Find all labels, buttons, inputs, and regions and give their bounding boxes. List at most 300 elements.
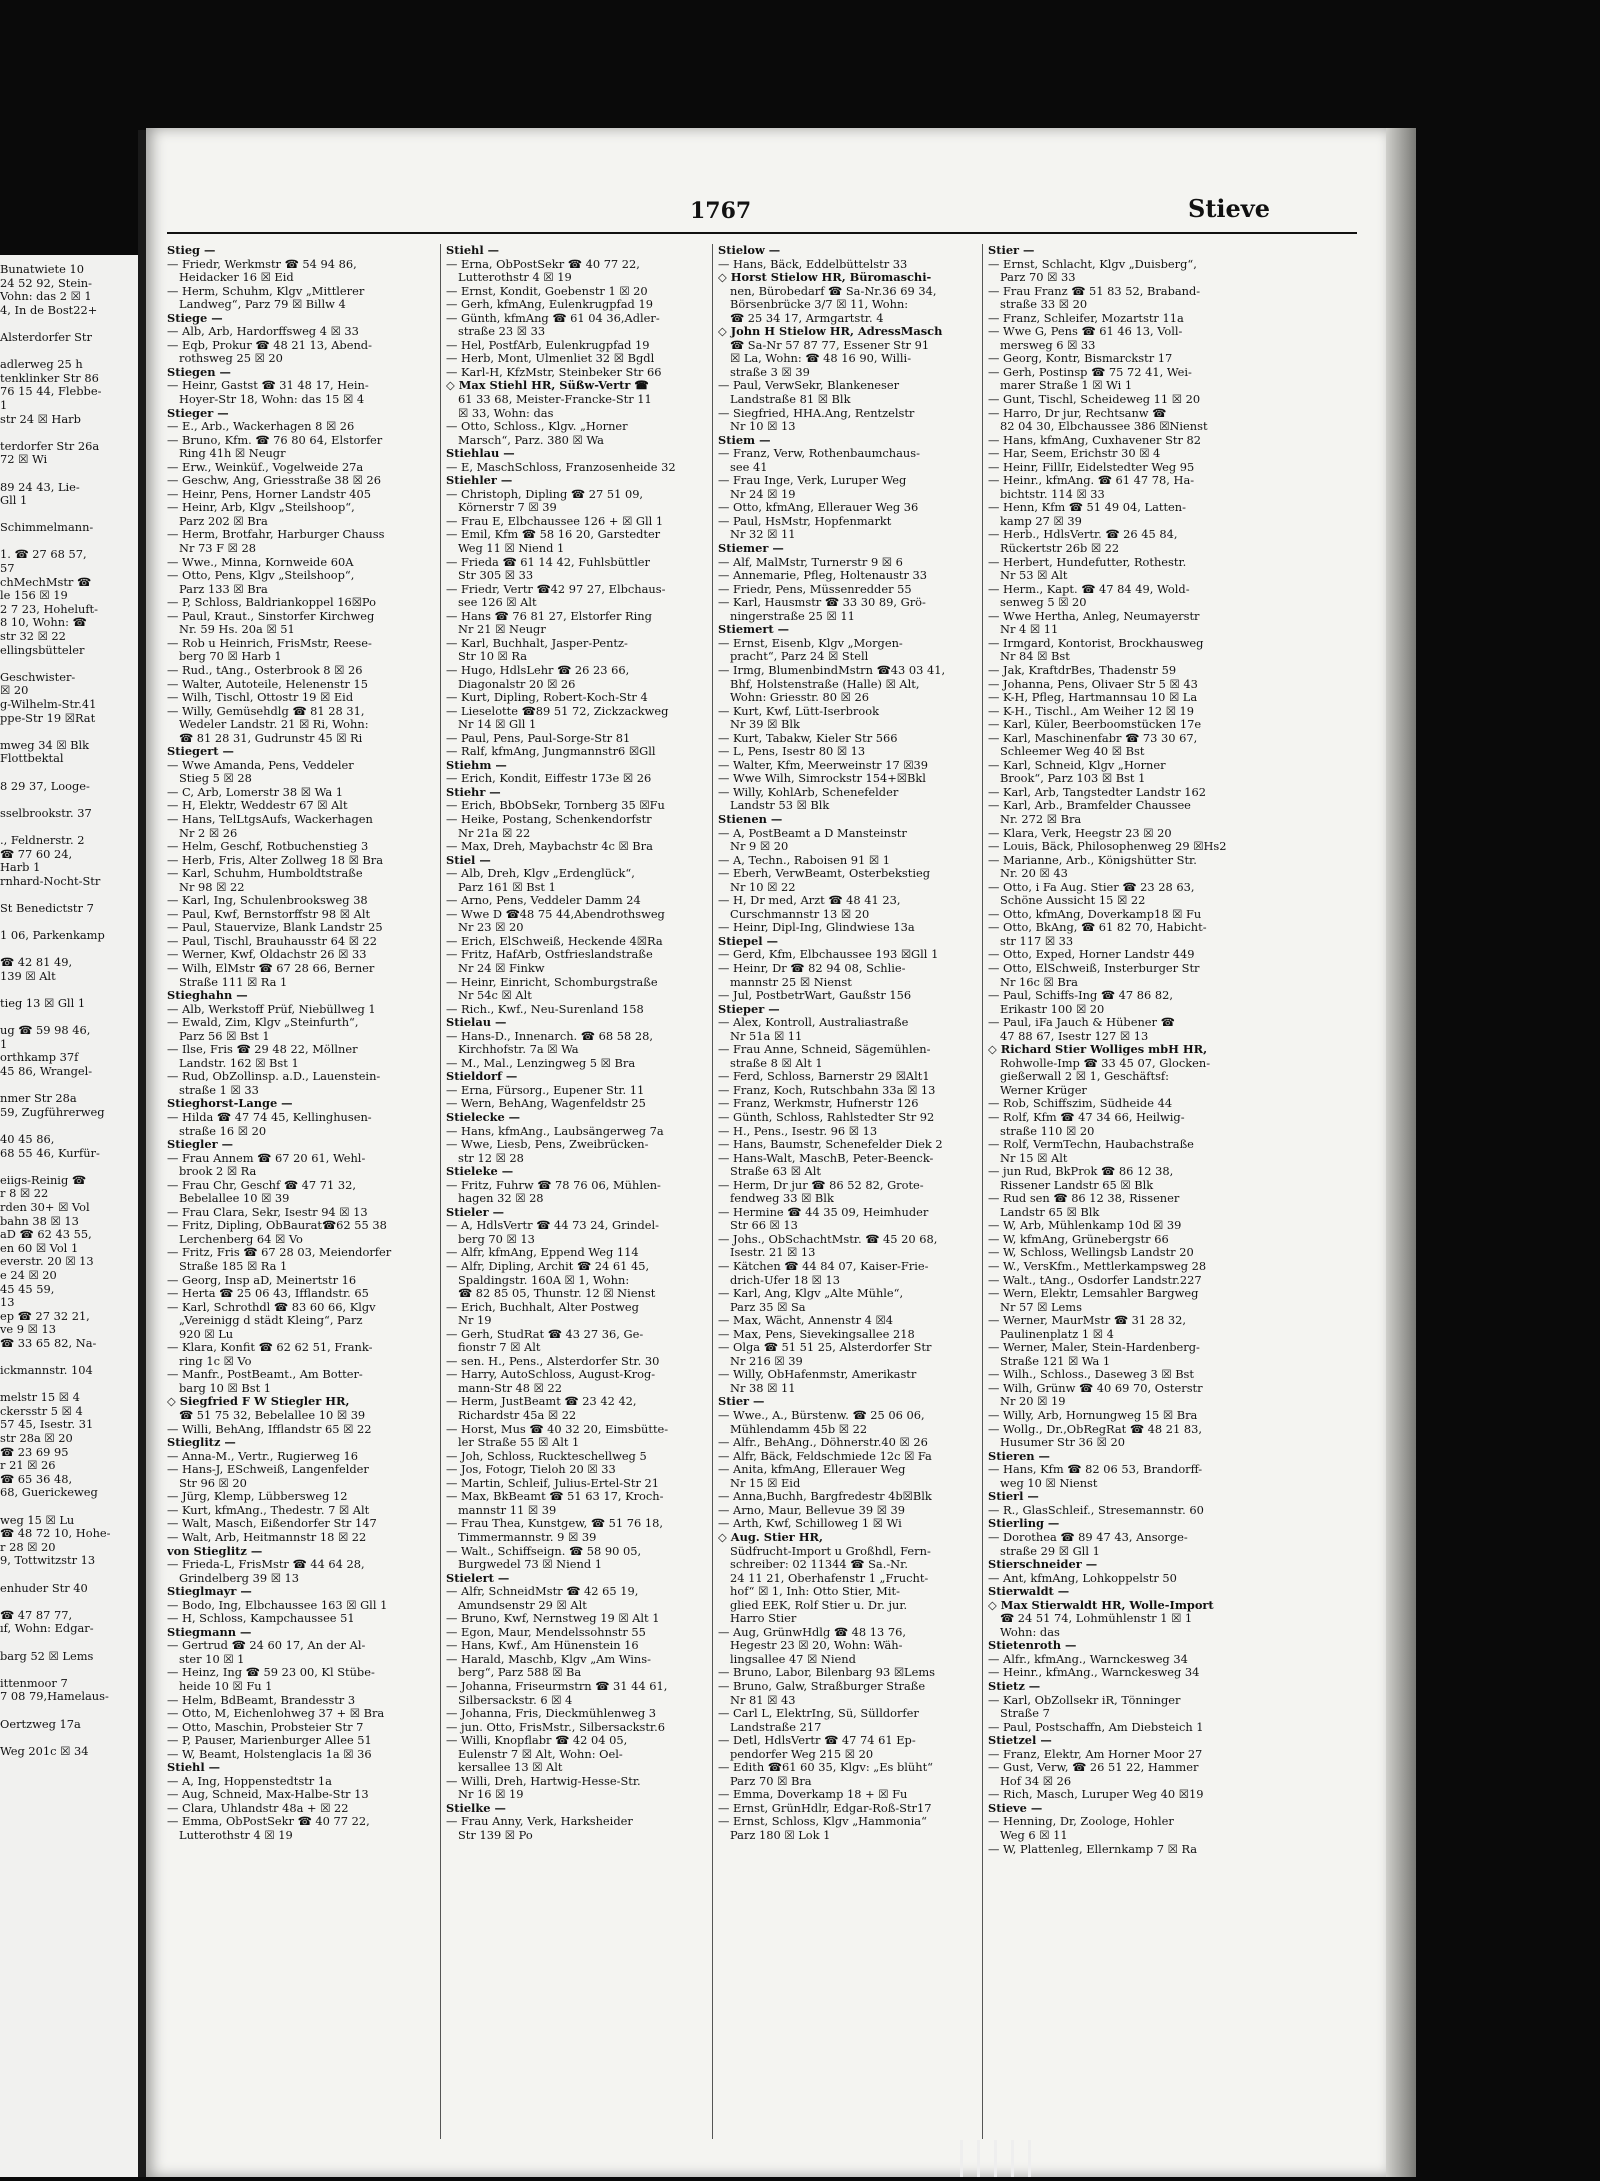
directory-entry: ◇ Richard Stier Wolliges mbH HR, [988,1043,1208,1057]
entry-continuation: Nr 98 ☒ 22 [179,880,245,894]
left-page-line: 1 06, Parkenkamp [0,929,105,943]
directory-entry: — Fritz, Fuhrw ☎ 78 76 06, Mühlen- [446,1178,661,1192]
entry-continuation: Nr 84 ☒ Bst [1000,650,1070,664]
surname-heading: Stierwaldt — [988,1585,1070,1599]
directory-entry: — H, Schloss, Kampchaussee 51 [167,1612,355,1626]
directory-entry: — Christoph, Dipling ☎ 27 51 09, [446,487,644,501]
left-page-line: le 156 ☒ 19 [0,589,68,603]
entry-continuation: Nr 16 ☒ 19 [458,1788,524,1802]
directory-entry: — Gunt, Tischl, Scheideweg 11 ☒ 20 [988,393,1201,407]
surname-heading: Stiehm — [446,758,507,772]
left-page-line: 89 24 43, Lie- [0,480,80,494]
entry-continuation: gießerwall 2 ☒ 1, Geschäftsf: [1000,1070,1169,1084]
directory-entry: — jun Rud, BkProk ☎ 86 12 38, [988,1165,1174,1179]
directory-entry: — Herb, Mont, Ulmenliet 32 ☒ Bgdl [446,352,655,366]
entry-continuation: berg 70 ☒ Harb 1 [179,650,282,664]
directory-entry: — Wilh, Tischl, Ottostr 19 ☒ Eid [167,691,354,705]
directory-entry: — Gerh, Postinsp ☎ 75 72 41, Wei- [988,365,1192,379]
left-page-line: orthkamp 37f [0,1051,79,1065]
directory-entry: — Frau E, Elbchaussee 126 + ☒ Gll 1 [446,514,664,528]
entry-continuation: Silbersackstr. 6 ☒ 4 [458,1693,573,1707]
directory-entry: ◇ Max Stierwaldt HR, Wolle-Import [988,1598,1214,1612]
directory-entry: — A, Techn., Raboisen 91 ☒ 1 [718,853,891,867]
directory-entry: — Kätchen ☎ 44 84 07, Kaiser-Frie- [718,1260,929,1274]
left-page-line: 68, Guerickeweg [0,1486,98,1500]
left-page-line [0,943,138,957]
entry-continuation: Körnerstr 7 ☒ 39 [458,501,557,515]
entry-continuation: straße 33 ☒ 20 [1000,298,1088,312]
directory-entry: — Willi, BehAng, Ifflandstr 65 ☒ 22 [167,1422,372,1436]
directory-entry: — Clara, Uhlandstr 48a + ☒ 22 [167,1801,349,1815]
entry-continuation: Hof 34 ☒ 26 [1000,1774,1072,1788]
entry-continuation: Str 96 ☒ 20 [179,1476,247,1490]
directory-entry: — Willi, Dreh, Hartwig-Hesse-Str. [446,1774,641,1788]
entry-continuation: ☒ La, Wohn: ☎ 48 16 90, Willi- [730,352,912,366]
entry-continuation: Parz 56 ☒ Bst 1 [179,1029,270,1043]
left-page-line [0,1595,138,1609]
entry-continuation: ☎ 25 34 17, Armgartstr. 4 [730,311,884,325]
directory-entry: — Herm, Schuhm, Klgv „Mittlerer [167,284,365,298]
entry-continuation: Erikastr 100 ☒ 20 [1000,1002,1105,1016]
surname-heading: Stiemert — [718,623,789,637]
left-page-line [0,345,138,359]
entry-continuation: Nr 38 ☒ 11 [730,1381,796,1395]
left-page-line: ☎ 48 72 10, Hohe- [0,1527,111,1541]
directory-entry: — Ralf, kfmAng, Jungmannstr6 ☒Gll [446,745,656,759]
entry-continuation: Ring 41h ☒ Neugr [179,447,286,461]
directory-entry: — W., VersKfm., Mettlerkampsweg 28 [988,1260,1207,1274]
left-page-line: tenklinker Str 86 [0,371,99,385]
directory-entry: — Franz, Schleifer, Mozartstr 11a [988,311,1184,325]
directory-entry: — Hans ☎ 76 81 27, Elstorfer Ring [446,609,652,623]
entry-continuation: see 41 [730,460,768,474]
directory-entry: — Alfr, kfmAng, Eppend Weg 114 [446,1246,639,1260]
directory-entry: — P, Schloss, Baldriankoppel 16☒Po [167,596,376,610]
entry-continuation: Weg 6 ☒ 11 [1000,1828,1068,1842]
entry-continuation: Nr 15 ☒ Alt [1000,1151,1068,1165]
left-page-line: ckersstr 5 ☒ 4 [0,1404,83,1418]
surname-heading: Stiel — [446,853,491,867]
directory-entry: — Otto, ElSchweiß, Insterburger Str [988,961,1200,975]
left-page-line: ., Feldnerstr. 2 [0,833,85,847]
directory-entry: — Dorothea ☎ 89 47 43, Ansorge- [988,1530,1188,1544]
entry-continuation: Parz 161 ☒ Bst 1 [458,880,556,894]
directory-entry: — Alex, Kontroll, Australiastraße [718,1016,909,1030]
surname-heading: Stielke — [446,1801,506,1815]
directory-entry: — Friedr, Pens, Müssenredder 55 [718,582,912,596]
directory-entry: — Erich, Kondit, Eiffestr 173e ☒ 26 [446,772,652,786]
left-page-line: r 8 ☒ 22 [0,1187,49,1201]
directory-entry: — Wwe D ☎48 75 44,Abendrothsweg [446,907,665,921]
entry-continuation: Nr 14 ☒ Gll 1 [458,718,537,732]
left-page-line: ☎ 42 81 49, [0,956,73,970]
entry-continuation: Nr 39 ☒ Blk [730,718,800,732]
directory-entry: — Olga ☎ 51 51 25, Alsterdorfer Str [718,1341,932,1355]
left-page-line: 9, Tottwitzstr 13 [0,1554,96,1568]
directory-entry: — Friedr, Werkmstr ☎ 54 94 86, [167,257,357,271]
directory-entry: — Alb, Arb, Hardorffsweg 4 ☒ 33 [167,325,359,339]
directory-entry: — Frau Anny, Verk, Harksheider [446,1815,633,1829]
entry-continuation: brook 2 ☒ Ra [179,1165,257,1179]
left-page-line: r 21 ☒ 26 [0,1459,56,1473]
directory-entry: — Alb, Werkstoff Prüf, Niebüllweg 1 [167,1002,376,1016]
directory-entry: — Hel, PostfArb, Eulenkrugpfad 19 [446,338,650,352]
surname-heading: Stier — [718,1395,765,1409]
left-page-line: chMechMstr ☎ [0,575,92,589]
left-page-line: 57 45, Isestr. 31 [0,1418,94,1432]
surname-heading: Stiege — [167,311,223,325]
left-page-line: 8 10, Wohn: ☎ [0,616,87,630]
left-page-line [0,657,138,671]
entry-continuation: pracht“, Parz 24 ☒ Stell [730,650,869,664]
directory-entry: — Karl, Hausmstr ☎ 33 30 89, Grö- [718,596,926,610]
left-page-line: Alsterdorfer Str [0,330,92,344]
entry-continuation: Nr 81 ☒ 43 [730,1693,796,1707]
entry-continuation: Landstraße 217 [730,1720,822,1734]
directory-entry: — Egon, Maur, Mendelssohnstr 55 [446,1625,646,1639]
directory-entry: — Heike, Postang, Schenkendorfstr [446,812,652,826]
directory-entry: — Ernst, Eisenb, Klgv „Morgen- [718,636,903,650]
left-page-line [0,426,138,440]
surname-heading: Stieren — [988,1449,1050,1463]
left-page-fragment [0,255,138,2177]
surname-heading: Stiemer — [718,542,784,556]
directory-entry: — Wern, BehAng, Wagenfeldstr 25 [446,1097,646,1111]
entry-continuation: Str 305 ☒ 33 [458,569,534,583]
left-page-line: nmer Str 28a [0,1092,77,1106]
directory-entry: — Manfr., PostBeamt., Am Botter- [167,1368,363,1382]
left-page-line: ug ☎ 59 98 46, [0,1024,91,1038]
directory-entry: — jun. Otto, FrisMstr., Silbersackstr.6 [446,1720,665,1734]
left-page-line: ppe-Str 19 ☒Rat [0,711,96,725]
entry-continuation: Nr 24 ☒ Finkw [458,961,545,975]
entry-continuation: Schöne Aussicht 15 ☒ 22 [1000,894,1146,908]
left-page-line: ellingsbütteler [0,643,85,657]
directory-entry: — Irmgard, Kontorist, Brockhausweg [988,636,1204,650]
directory-entry: — W, Plattenleg, Ellernkamp 7 ☒ Ra [988,1842,1198,1856]
directory-entry: — Johanna, Friseurmstrn ☎ 31 44 61, [446,1679,668,1693]
entry-continuation: Straße 7 [1000,1707,1050,1721]
entry-continuation: Wohn: das [1000,1625,1060,1639]
column-divider [440,244,441,2139]
entry-continuation: Straße 111 ☒ Ra 1 [179,975,288,989]
left-page-line [0,1663,138,1677]
left-page-line: ☎ 47 87 77, [0,1608,73,1622]
entry-continuation: straße 23 ☒ 33 [458,325,546,339]
directory-entry: — Ilse, Fris ☎ 29 48 22, Möllner [167,1043,358,1057]
directory-entry: — Franz, Verw, Rothenbaumchaus- [718,447,920,461]
directory-entry: — Karl, Maschinenfabr ☎ 73 30 67, [988,731,1198,745]
directory-entry: — Willy, Gemüsehdlg ☎ 81 28 31, [167,704,365,718]
entry-continuation: Nr 53 ☒ Alt [1000,569,1068,583]
left-page-line: g-Wilhelm-Str.41 [0,698,97,711]
directory-entry: — Hans, kfmAng., Laubsängerweg 7a [446,1124,664,1138]
left-page-line [0,317,138,331]
directory-entry: — Willi, Knopflabr ☎ 42 04 05, [446,1734,628,1748]
left-page-line: 76 15 44, Flebbe- [0,385,102,399]
directory-entry: — Heinr, Dipl-Ing, Glindwiese 13a [718,921,915,935]
directory-entry: — Carl L, ElektrIng, Sü, Sülldorfer [718,1707,919,1721]
directory-entry: — Erw., Weinküf., Vogelweide 27a [167,460,364,474]
surname-heading: Stielecke — [446,1111,521,1124]
directory-entry: — Henning, Dr, Zoologe, Hohler [988,1815,1174,1829]
entry-continuation: Nr 73 F ☒ 28 [179,542,256,556]
directory-entry: — Arno, Pens, Veddeler Damm 24 [446,894,641,908]
entry-continuation: weg 10 ☒ Nienst [1000,1476,1098,1490]
directory-entry: — C, Arb, Lomerstr 38 ☒ Wa 1 [167,785,343,799]
directory-entry: — Harald, Maschb, Klgv „Am Wins- [446,1652,651,1666]
left-page-line: Oertzweg 17a [0,1717,81,1731]
left-page-line: eiigs-Reinig ☎ [0,1173,87,1187]
directory-entry: — Otto, M, Eichenlohweg 37 + ☒ Bra [167,1707,385,1721]
entry-continuation: Nr 54c ☒ Alt [458,989,532,1003]
directory-entry: — Heinr, FillIr, Eidelstedter Weg 95 [988,460,1195,474]
directory-entry: — Rud, ObZollinsp. a.D., Lauenstein- [167,1070,381,1084]
directory-entry: — Hans-J, ESchweiß, Langenfelder [167,1463,369,1477]
entry-continuation: Diagonalstr 20 ☒ 26 [458,677,576,691]
surname-heading: Stieldorf — [446,1070,518,1084]
directory-entry: — Frau Clara, Sekr, Isestr 94 ☒ 13 [167,1205,368,1219]
directory-entry: — Harry, AutoSchloss, August-Krog- [446,1368,656,1382]
directory-entry: — Heinz, Ing ☎ 59 23 00, Kl Stübe- [167,1666,375,1680]
directory-entry: — H., Pens., Isestr. 96 ☒ 13 [718,1124,878,1138]
directory-entry: — Jos, Fotogr, Tieloh 20 ☒ 33 [446,1463,616,1477]
entry-continuation: straße 8 ☒ Alt 1 [730,1056,823,1070]
directory-entry: — Eberh, VerwBeamt, Osterbekstieg [718,867,930,881]
directory-entry: — Fritz, HafArb, Ostfrieslandstraße [446,948,653,962]
directory-entry: — Karl, ObZollsekr iR, Tönninger [988,1693,1181,1707]
directory-entry: — Heinr, Arb, Klgv „Steilshoop“, [167,501,355,515]
directory-entry: — Werner, MaurMstr ☎ 31 28 32, [988,1314,1187,1328]
directory-entry: — Kurt, kfmAng., Thedestr. 7 ☒ Alt [167,1503,370,1517]
directory-entry: — Hans, Baumstr, Schenefelder Diek 2 [718,1138,943,1152]
directory-entry: — Karl, Buchhalt, Jasper-Pentz- [446,636,628,650]
directory-entry: — Detl, HdlsVertr ☎ 47 74 61 Ep- [718,1734,916,1748]
left-page-line [0,467,138,481]
surname-heading: Stieger — [167,406,229,420]
left-page-line: 2 7 23, Hoheluft- [0,602,98,616]
directory-entry: — Paul, Postschaffn, Am Diebsteich 1 [988,1720,1204,1734]
surname-heading: Stietzel — [988,1734,1052,1748]
directory-entry: — Herm., Kapt. ☎ 47 84 49, Wold- [988,582,1190,596]
entry-continuation: Nr 216 ☒ 39 [730,1354,803,1368]
entry-continuation: lingsallee 47 ☒ Niend [730,1652,856,1666]
directory-entry: — Erich, Buchhalt, Alter Postweg [446,1300,639,1314]
surname-heading: Stiehlau — [446,447,515,461]
left-page-line [0,1079,138,1093]
directory-entry: — Hans-D., Innenarch. ☎ 68 58 28, [446,1029,653,1043]
left-page-line: Geschwister- [0,670,76,684]
left-page-line: ıf, Wohn: Edgar- [0,1622,94,1636]
left-page-line: 72 ☒ Wi [0,453,48,467]
entry-continuation: Lutterothstr 4 ☒ 19 [179,1828,293,1842]
entry-continuation: Timmermannstr. 9 ☒ 39 [458,1530,597,1544]
directory-entry: — Jak, KraftdrBes, Thadenstr 59 [988,663,1177,677]
directory-entry: — Wilh, ElMstr ☎ 67 28 66, Berner [167,961,375,975]
left-page-line: Bunatwiete 10 [0,263,84,276]
left-page-line: ☎ 23 69 95 [0,1445,69,1459]
entry-continuation: ☎ 82 85 05, Thunstr. 12 ☒ Nienst [458,1287,656,1301]
left-page-line: ☎ 33 65 82, Na- [0,1336,97,1350]
surname-heading: Stiehl — [446,244,500,257]
entry-continuation: Nr 51a ☒ 11 [730,1029,803,1043]
directory-entry: — Bodo, Ing, Elbchaussee 163 ☒ Gll 1 [167,1598,388,1612]
directory-entry: — Heinr, Pens, Horner Landstr 405 [167,487,372,501]
directory-entry: — Walt, Arb, Heitmannstr 18 ☒ 22 [167,1530,367,1544]
directory-entry: — Jürg, Klemp, Lübbersweg 12 [167,1490,348,1504]
directory-entry: — Kurt, Tabakw, Kieler Str 566 [718,731,898,745]
directory-entry: — Eqb, Prokur ☎ 48 21 13, Abend- [167,338,372,352]
directory-entry: — Walt., tAng., Osdorfer Landstr.227 [988,1273,1202,1287]
directory-entry: — Helm, BdBeamt, Brandesstr 3 [167,1693,356,1707]
directory-entry: — Heinr, Gastst ☎ 31 48 17, Hein- [167,379,369,393]
entry-continuation: bichtstr. 114 ☒ 33 [1000,487,1105,501]
surname-heading: Stiehler — [446,474,513,488]
entry-continuation: Nr 16c ☒ Bra [1000,975,1078,989]
directory-entry: — Johanna, Pens, Olivaer Str 5 ☒ 43 [988,677,1198,691]
directory-entry: — Walt., Schiffseign. ☎ 58 90 05, [446,1544,642,1558]
directory-entry: — Harro, Dr jur, Rechtsanw ☎ [988,406,1167,420]
surname-heading: Stienen — [718,812,783,826]
directory-entry: — Karl, Arb, Tangstedter Landstr 162 [988,785,1207,799]
directory-entry: — K-H., Tischl., Am Weiher 12 ☒ 19 [988,704,1195,718]
entry-continuation: Parz 35 ☒ Sa [730,1300,806,1314]
left-page-line: 68 55 46, Kurfür- [0,1146,100,1160]
entry-continuation: straße 3 ☒ 39 [730,365,810,379]
left-page-line: ickmannstr. 104 [0,1364,93,1378]
entry-continuation: ningerstraße 25 ☒ 11 [730,609,855,623]
page-number: 1767 [690,198,752,224]
left-page-line: terdorfer Str 26a [0,439,100,453]
left-page-line: str 32 ☒ 22 [0,630,66,644]
entry-continuation: Nr 15 ☒ Eid [730,1476,801,1490]
entry-continuation: Nr 9 ☒ 20 [730,840,789,854]
directory-entry: — Karl, Küler, Beerboomstücken 17e [988,718,1202,732]
entry-continuation: Nr 32 ☒ 11 [730,528,796,542]
left-page-line [0,725,138,739]
entry-continuation: mannstr 11 ☒ 39 [458,1503,557,1517]
entry-continuation: kamp 27 ☒ 39 [1000,514,1082,528]
directory-entry: — Max, Dreh, Maybachstr 4c ☒ Bra [446,840,653,854]
directory-entry: — Gerh, kfmAng, Eulenkrugpfad 19 [446,298,653,312]
directory-entry: — Herm, Dr jur ☎ 86 52 82, Grote- [718,1178,924,1192]
entry-continuation: Nr. 59 Hs. 20a ☒ 51 [179,623,295,637]
directory-entry: — Wwe., A., Bürstenw. ☎ 25 06 06, [718,1409,925,1423]
surname-heading: Stieve — [988,1801,1043,1815]
entry-continuation: Parz 202 ☒ Bra [179,514,268,528]
directory-entry: — E., Arb., Wackerhagen 8 ☒ 26 [167,420,355,434]
directory-entry: — Hilda ☎ 47 74 45, Kellinghusen- [167,1111,372,1124]
directory-entry: — Herm, Brotfahr, Harburger Chauss [167,528,385,542]
directory-entry: — Frieda-L, FrisMstr ☎ 44 64 28, [167,1558,365,1572]
column-divider [982,244,983,2139]
directory-entry: — Klara, Verk, Heegstr 23 ☒ 20 [988,826,1172,840]
directory-entry: — Ernst, Schlacht, Klgv „Duisberg“, [988,257,1197,271]
column-divider [712,244,713,2139]
left-page-line: str 24 ☒ Harb [0,412,81,426]
left-page-line: Vohn: das 2 ☒ 1 [0,290,92,304]
left-page-line [0,1731,138,1745]
directory-entry: — Alf, MalMstr, Turnerstr 9 ☒ 6 [718,555,903,569]
directory-entry: — Günth, kfmAng ☎ 61 04 36,Adler- [446,311,660,325]
surname-heading: Stieler — [446,1205,504,1219]
directory-entry: — sen. H., Pens., Alsterdorfer Str. 30 [446,1354,660,1368]
running-head: Stieve [1188,194,1271,223]
left-page-line: en 60 ☒ Vol 1 [0,1241,79,1255]
entry-continuation: Parz 70 ☒ 33 [1000,271,1076,285]
entry-continuation: Wedeler Landstr. 21 ☒ Ri, Wohn: [179,718,369,732]
directory-entry: — Paul, iFa Jauch & Hübener ☎ [988,1016,1175,1030]
directory-entry: — Willy, KohlArb, Schenefelder [718,785,899,799]
directory-entry: — Heinr, Einricht, Schomburgstraße [446,975,658,989]
entry-continuation: Rohwolle-Imp ☎ 33 45 07, Glocken- [1000,1056,1211,1070]
directory-entry: — Paul, Schiffs-Ing ☎ 47 86 82, [988,989,1174,1003]
directory-entry: — Karl, Schuhm, Humboldtstraße [167,867,363,881]
surname-heading: Stiegmann — [167,1625,252,1639]
entry-continuation: Nr 10 ☒ 13 [730,420,796,434]
directory-entry: — Edith ☎61 60 35, Klgv: „Es blüht“ [718,1761,933,1775]
directory-entry: — Erich, ElSchweiß, Heckende 4☒Ra [446,934,663,948]
entry-continuation: ☎ 81 28 31, Gudrunstr 45 ☒ Ri [179,731,363,745]
directory-entry: — Siegfried, HHA.Ang, Rentzelstr [718,406,915,420]
entry-continuation: 920 ☒ Lu [179,1327,234,1341]
left-page-line: aD ☎ 62 43 55, [0,1228,92,1242]
entry-continuation: Bhf, Holstenstraße (Halle) ☒ Alt, [730,677,920,691]
directory-entry: — Klara, Konfit ☎ 62 62 51, Frank- [167,1341,373,1355]
left-page-line: ep ☎ 27 32 21, [0,1309,90,1323]
directory-entry: — Hermine ☎ 44 35 09, Heimhuder [718,1205,929,1219]
directory-entry: ◇ Siegfried F W Stiegler HR, [167,1395,350,1409]
directory-entry: — Irmg, BlumenbindMstrn ☎43 03 41, [718,663,946,677]
entry-continuation: barg 10 ☒ Bst 1 [179,1381,272,1395]
directory-entry: — Karl, Ing, Schulenbrooksweg 38 [167,894,368,908]
entry-continuation: Landweg“, Parz 79 ☒ Billw 4 [179,298,346,312]
entry-continuation: Lerchenberg 64 ☒ Vo [179,1232,303,1246]
entry-continuation: kersallee 13 ☒ Alt [458,1761,563,1775]
directory-entry: — Wollg., Dr.,ObRegRat ☎ 48 21 83, [988,1422,1203,1436]
entry-continuation: Parz 180 ☒ Lok 1 [730,1828,831,1842]
directory-entry: — Otto, kfmAng, Ellerauer Weg 36 [718,501,919,515]
left-page-line: 45 45 59, [0,1282,55,1296]
left-page-line: bahn 38 ☒ 13 [0,1214,79,1228]
directory-entry: — Heinr, Dr ☎ 82 94 08, Schlie- [718,961,906,975]
directory-entry: — H, Elektr, Weddestr 67 ☒ Alt [167,799,348,813]
directory-entry: — A, HdlsVertr ☎ 44 73 24, Grindel- [446,1219,660,1233]
entry-continuation: berg 70 ☒ 13 [458,1232,535,1246]
entry-continuation: see 126 ☒ Alt [458,596,537,610]
surname-heading: Stieleke — [446,1165,514,1179]
entry-continuation: ☎ Sa-Nr 57 87 77, Essener Str 91 [730,338,930,352]
directory-entry: — Wern, Elektr, Lemsahler Bargweg [988,1287,1199,1301]
entry-continuation: fendweg 33 ☒ Blk [730,1192,834,1206]
directory-entry: — Ferd, Schloss, Barnerstr 29 ☒Alt1 [718,1070,930,1084]
directory-entry: — Hans, Kwf., Am Hünenstein 16 [446,1639,639,1653]
left-page-line [0,508,138,522]
left-page-line: melstr 15 ☒ 4 [0,1391,80,1405]
directory-entry: — Hans-Walt, MaschB, Peter-Beenck- [718,1151,934,1165]
left-page-line: 8 29 37, Looge- [0,779,90,793]
surname-heading: Stietenroth — [988,1639,1077,1653]
directory-entry: — P, Pauser, Marienburger Allee 51 [167,1734,372,1748]
directory-entry: — Hugo, HdlsLehr ☎ 26 23 66, [446,663,630,677]
directory-entry: — Paul, HsMstr, Hopfenmarkt [718,514,892,528]
directory-entry: — Max, BkBeamt ☎ 51 63 17, Kroch- [446,1490,664,1504]
directory-entry: — Rud sen ☎ 86 12 38, Rissener [988,1192,1180,1206]
directory-column-3 [718,244,1002,2139]
entry-continuation: Nr 21 ☒ Neugr [458,623,546,637]
directory-entry: — Ernst, GrünHdlr, Edgar-Roß-Str17 [718,1801,932,1815]
directory-entry: — Franz, Koch, Rutschbahn 33a ☒ 13 [718,1083,936,1097]
